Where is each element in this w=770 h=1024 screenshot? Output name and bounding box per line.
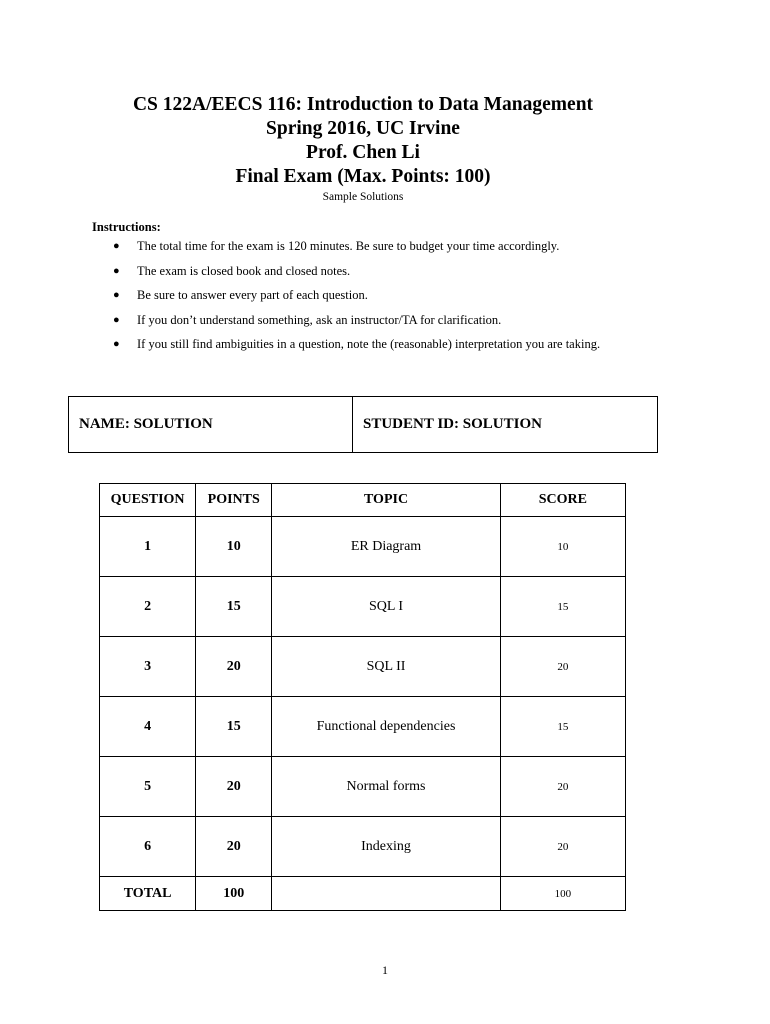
score-table [99, 483, 626, 911]
table-row [100, 817, 626, 877]
instruction-item [108, 259, 628, 284]
header-question: QUESTION [100, 484, 196, 517]
question-topic: SQL II [272, 637, 500, 697]
instruction-text: The exam is closed book and closed notes. [137, 263, 351, 278]
question-number: 6 [100, 817, 196, 877]
table-header-row [100, 484, 626, 517]
question-score: 20 [500, 817, 625, 877]
header-points: POINTS [196, 484, 272, 517]
header-score: SCORE [500, 484, 625, 517]
question-points: 20 [196, 637, 272, 697]
instruction-text: If you still find ambiguities in a question, note the (reasonable) interpretation you are taking. [137, 337, 601, 351]
instructions-heading: Instructions: [92, 220, 161, 234]
question-points: 20 [196, 757, 272, 817]
name-field: NAME: SOLUTION [69, 397, 353, 452]
instruction-item [108, 283, 628, 308]
question-score: 10 [500, 517, 625, 577]
page-number: 1 [382, 963, 388, 977]
total-topic [272, 877, 500, 911]
bullet-icon: ● [113, 338, 120, 350]
question-points: 15 [196, 577, 272, 637]
question-topic: ER Diagram [272, 517, 500, 577]
question-topic: Normal forms [272, 757, 500, 817]
table-row [100, 637, 626, 697]
exam-title: Final Exam (Max. Points: 100) [235, 166, 491, 187]
question-number: 3 [100, 637, 196, 697]
header-topic: TOPIC [272, 484, 500, 517]
instruction-item [108, 308, 628, 333]
student-id-field: STUDENT ID: SOLUTION [363, 416, 542, 432]
question-score: 15 [500, 697, 625, 757]
course-title: CS 122A/EECS 116: Introduction to Data Management [132, 94, 594, 115]
student-info-box [68, 396, 658, 453]
bullet-icon: ● [113, 289, 120, 301]
table-row [100, 757, 626, 817]
instructions-list [108, 234, 628, 357]
bullet-icon: ● [113, 313, 120, 326]
term-line: Spring 2016, UC Irvine [266, 118, 460, 139]
instruction-text: If you don’t understand something, ask an instructor/TA for clarification. [137, 312, 502, 327]
table-row [100, 577, 626, 637]
question-score: 20 [500, 637, 625, 697]
total-row [100, 877, 626, 911]
total-points: 100 [196, 877, 272, 911]
instruction-text: The total time for the exam is 120 minutes. Be sure to budget your time accordingly. [137, 239, 560, 253]
instruction-item [108, 332, 628, 357]
total-label: TOTAL [100, 877, 196, 911]
question-number: 5 [100, 757, 196, 817]
question-points: 15 [196, 697, 272, 757]
question-topic: SQL I [272, 577, 500, 637]
question-topic: Indexing [272, 817, 500, 877]
question-points: 20 [196, 817, 272, 877]
table-row [100, 517, 626, 577]
instruction-text: Be sure to answer every part of each question. [137, 288, 368, 302]
question-topic: Functional dependencies [272, 697, 500, 757]
bullet-icon: ● [113, 240, 120, 252]
exam-header [0, 93, 726, 204]
exam-subtitle: Sample Solutions [322, 191, 404, 203]
question-score: 15 [500, 577, 625, 637]
question-score: 20 [500, 757, 625, 817]
table-row [100, 697, 626, 757]
total-score: 100 [500, 877, 625, 911]
question-number: 2 [100, 577, 196, 637]
question-points: 10 [196, 517, 272, 577]
question-number: 1 [100, 517, 196, 577]
bullet-icon: ● [113, 264, 120, 277]
question-number: 4 [100, 697, 196, 757]
professor-line: Prof. Chen Li [306, 142, 420, 163]
instruction-item [108, 234, 628, 259]
